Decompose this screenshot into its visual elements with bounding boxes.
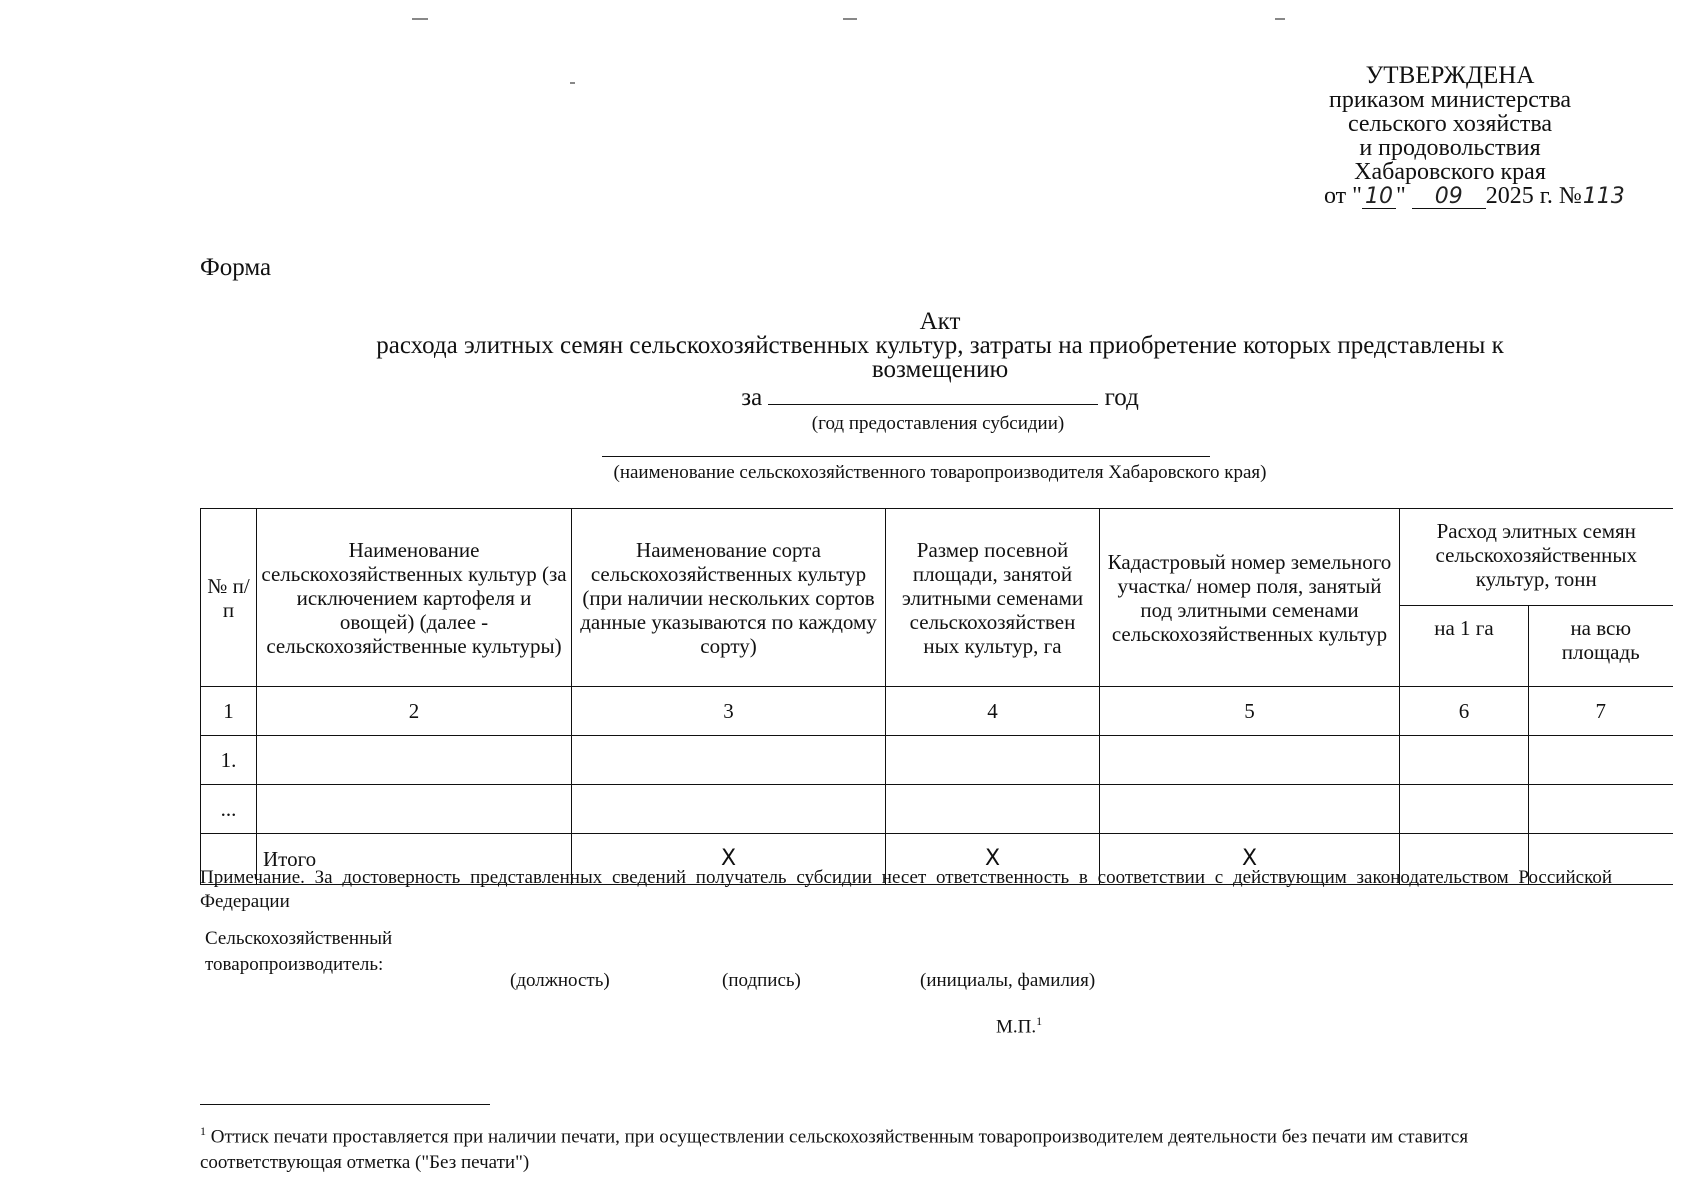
year-blank [768, 384, 1098, 405]
producer-name-blank [602, 456, 1210, 457]
header-group-cell: Расход элитных семян сельскохозяйственных культур, тонн [1400, 509, 1673, 606]
producer-label [205, 926, 392, 978]
approval-line: приказом министерства [1328, 87, 1572, 113]
x-mark: X [572, 834, 886, 885]
header-cell: № п/п [201, 509, 257, 687]
seed-consumption-table [200, 508, 1673, 885]
table-number-row [201, 687, 1673, 736]
table-cell [257, 785, 572, 834]
approval-line: и продовольствия [1359, 135, 1541, 161]
column-number: 3 [572, 687, 886, 736]
handwritten-day: 10 [1362, 186, 1396, 209]
header-cell: Наименование сорта сельскохозяйственных культур (при наличии нескольких сортов данные указываются по каждому сорту) [572, 509, 886, 687]
approval-block [1240, 64, 1660, 209]
name-caption: (инициалы, фамилия) [920, 970, 1096, 991]
x-mark: X [886, 834, 1100, 885]
table-cell [1529, 785, 1673, 834]
scan-speck [412, 18, 428, 20]
signature-caption: (подпись) [722, 970, 801, 991]
total-label: Итого [257, 834, 572, 885]
date-quote: " [1395, 183, 1406, 209]
footnote-text: Оттиск печати проставляется при наличии печати, при осуществлении сельскохозяйственным товаропроизводителем деятельности без печати им ставится соответствующая отметка ("Без печати") [200, 1126, 1469, 1174]
column-number: 2 [257, 687, 572, 736]
column-number: 7 [1529, 687, 1673, 736]
producer-hint: (наименование сельскохозяйственного товаропроизводителя Хабаровского края) [613, 462, 1267, 483]
column-number: 1 [201, 687, 257, 736]
column-number: 6 [1400, 687, 1529, 736]
title-subject: расхода элитных семян сельскохозяйственных культур, затраты на приобретение которых представлены к возмещению [376, 332, 1504, 383]
table-cell [1100, 736, 1400, 785]
note-text: Примечание. За достоверность представленных сведений получатель субсидии несет ответственность в соответствии с действующим законодательством Российской Федерации [200, 867, 1612, 912]
table-cell [257, 736, 572, 785]
approval-line: сельского хозяйства [1347, 111, 1553, 137]
for-label: за [741, 384, 763, 411]
header-cell: Наименование сельскохозяйственных культур (за исключением картофеля и овощей) (далее - сельскохозяйственные культуры) [257, 509, 572, 687]
column-number: 4 [886, 687, 1100, 736]
approval-line: Хабаровского края [1354, 159, 1546, 185]
date-prefix: от " [1324, 183, 1362, 209]
table-cell [886, 736, 1100, 785]
scan-speck [1275, 18, 1285, 20]
table-cell [572, 785, 886, 834]
footnote-ref: 1 [1036, 1014, 1043, 1028]
header-cell: на 1 га [1400, 606, 1529, 687]
title-year-line [200, 384, 1680, 410]
table-cell [886, 785, 1100, 834]
x-mark: X [1100, 834, 1400, 885]
position-caption: (должность) [510, 970, 610, 991]
table-cell [1529, 736, 1673, 785]
column-number: 5 [1100, 687, 1400, 736]
table-cell [1400, 785, 1529, 834]
handwritten-order-number: 113 [1582, 184, 1625, 209]
footnote-divider [200, 1104, 490, 1105]
scan-speck [570, 82, 575, 84]
stamp-place [996, 1014, 1042, 1038]
header-cell: на всю площадь [1529, 606, 1673, 687]
producer-label-line: товаропроизводитель: [205, 954, 384, 975]
table-cell [1400, 736, 1529, 785]
form-label: Форма [200, 254, 272, 281]
header-cell: Кадастровый номер земельного участка/ номер поля, занятый под элитными семенами сельскохозяйственных культур [1100, 509, 1400, 687]
year-hint: (год предоставления субсидии) [811, 413, 1065, 434]
document-title [200, 310, 1680, 436]
year-label: год [1104, 384, 1139, 411]
footnote-marker: 1 [200, 1124, 206, 1138]
approval-date [1240, 184, 1660, 209]
header-cell: Размер посевной площади, занятой элитными семенами сельскохозяйствен ных культур, га [886, 509, 1100, 687]
stamp-label: М.П. [996, 1016, 1037, 1038]
table-cell [1100, 785, 1400, 834]
row-number: ... [201, 785, 257, 834]
table-header-row [201, 509, 1673, 606]
date-suffix: 2025 г. № [1485, 183, 1582, 209]
approval-heading: УТВЕРЖДЕНА [1365, 62, 1535, 89]
table-row [201, 736, 1673, 785]
scan-speck [843, 18, 857, 20]
row-number: 1. [201, 736, 257, 785]
title-act: Акт [919, 308, 961, 335]
table-cell [572, 736, 886, 785]
table-row [201, 785, 1673, 834]
handwritten-month: 09 [1412, 186, 1486, 209]
producer-label-line: Сельскохозяйственный [205, 928, 393, 949]
footnote [200, 1118, 1612, 1176]
